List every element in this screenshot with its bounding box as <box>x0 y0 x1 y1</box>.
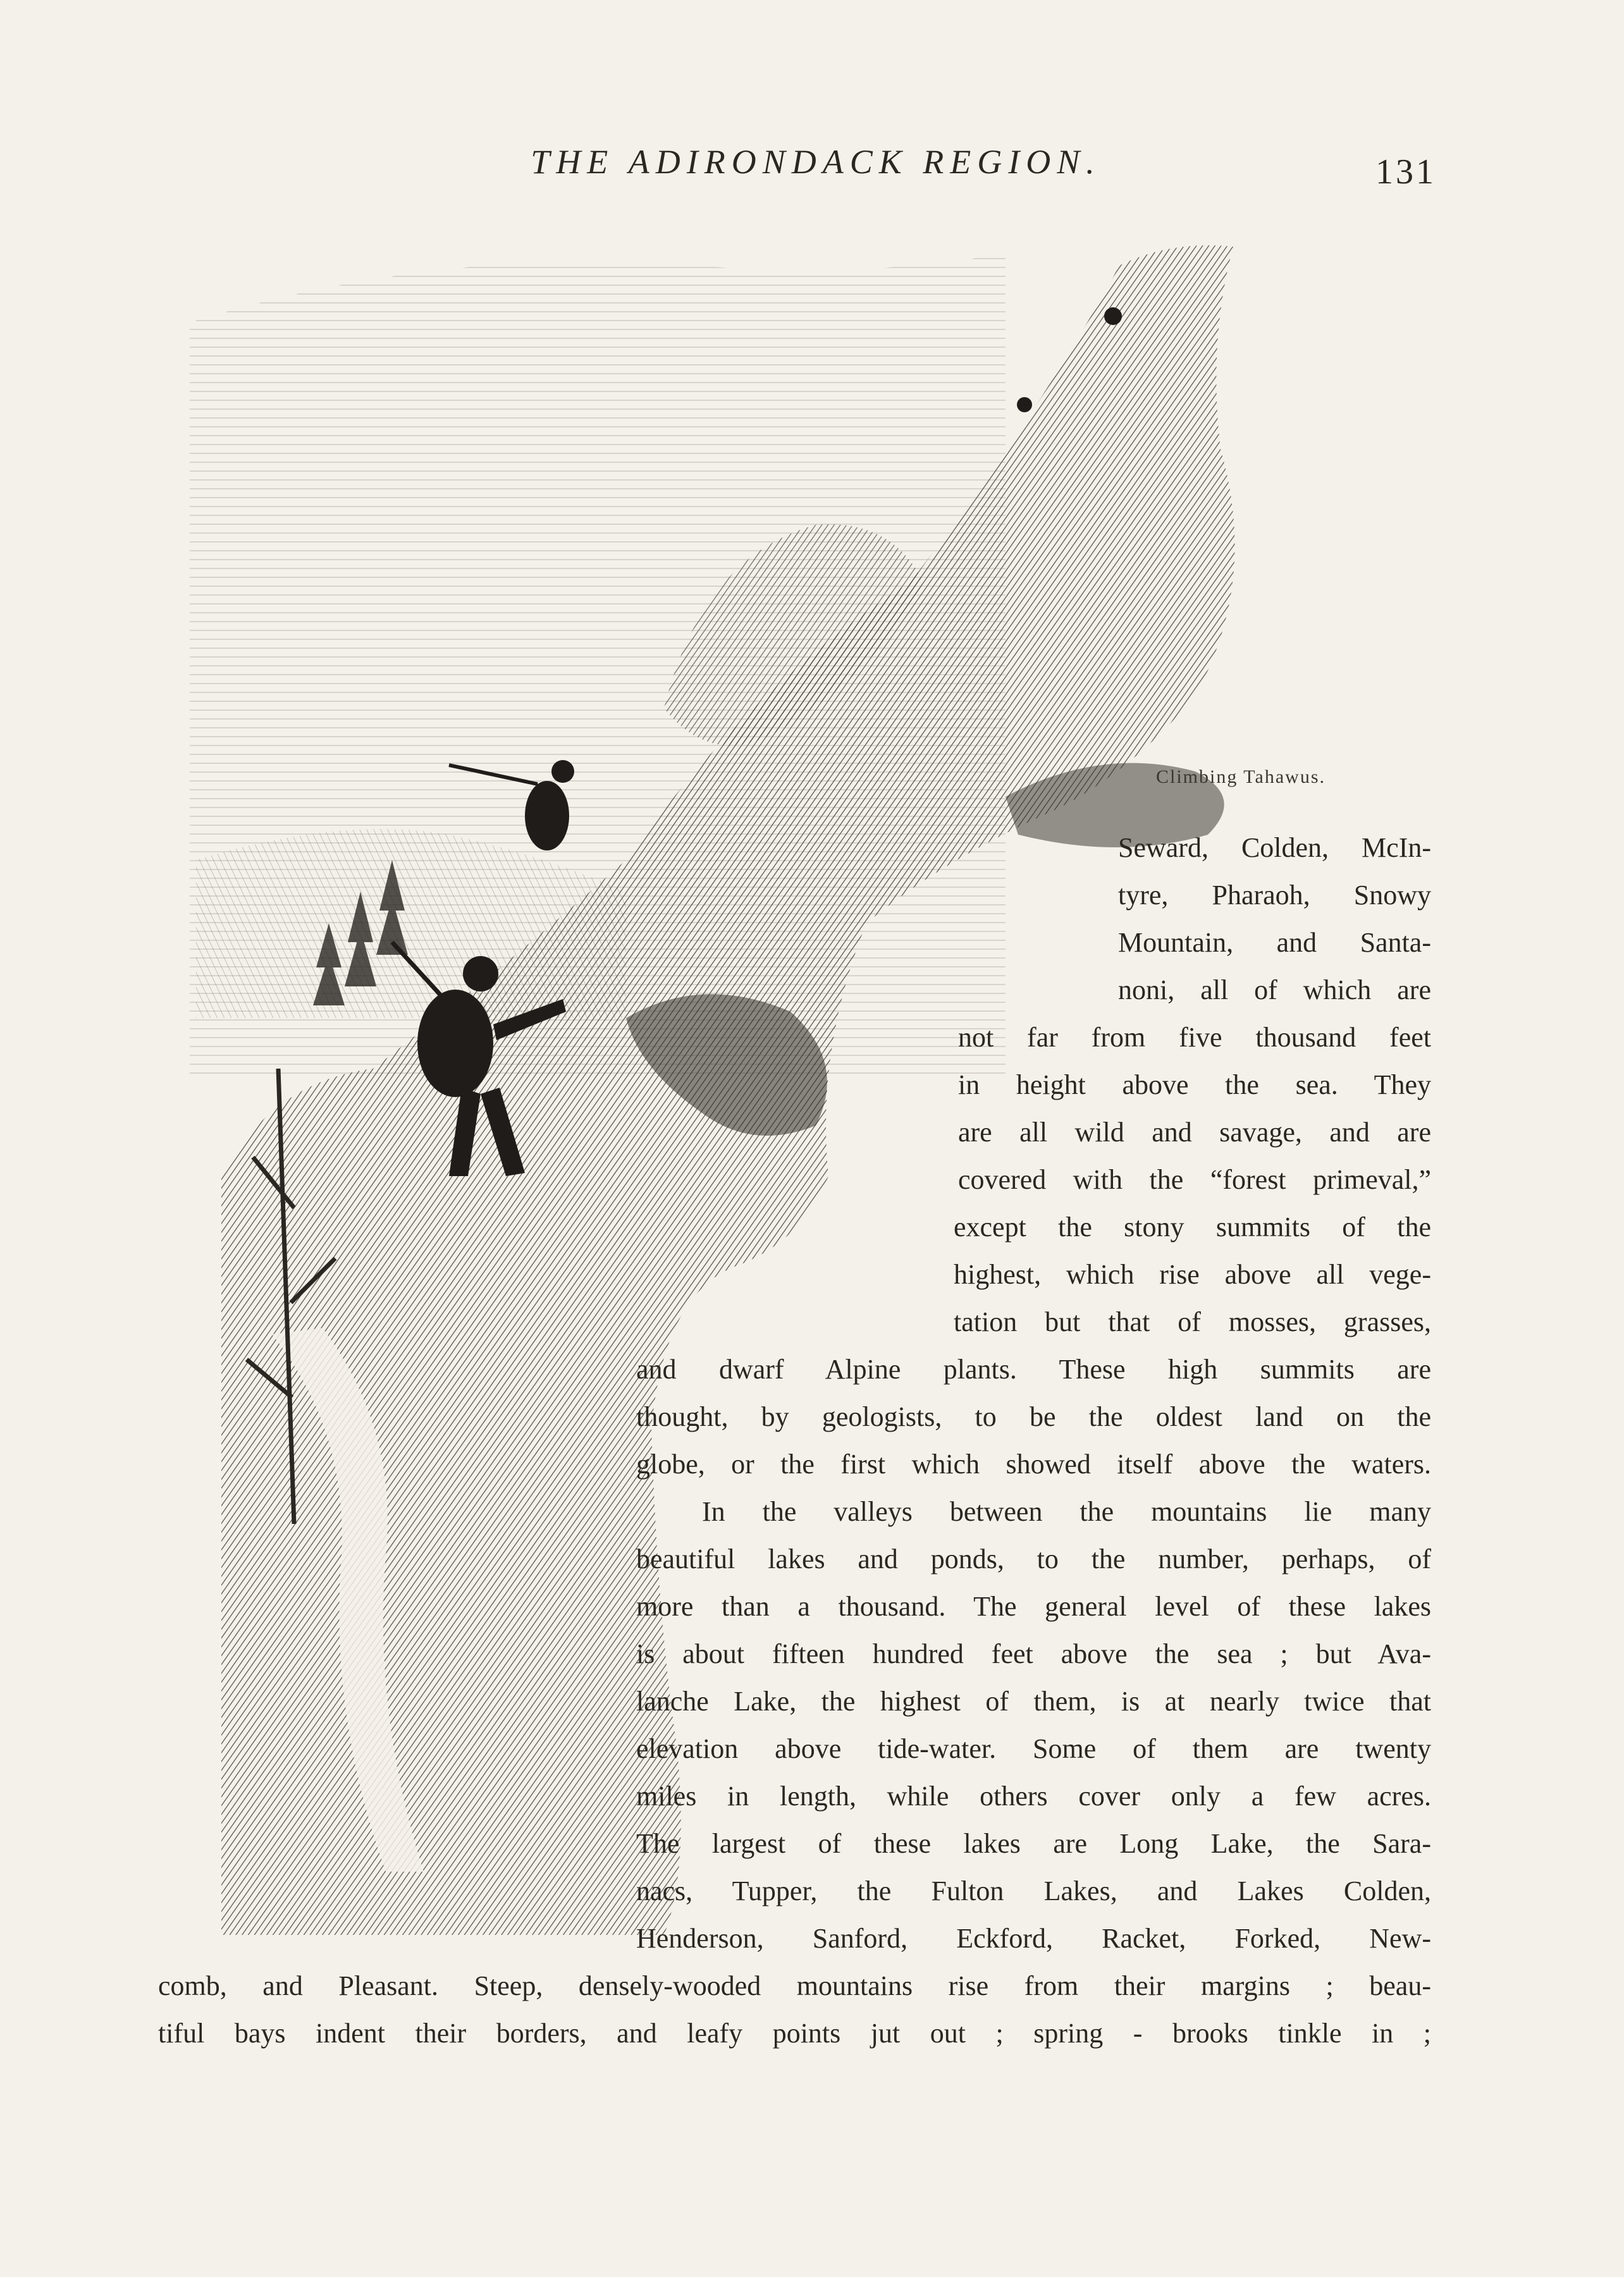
text-line: except the stony summits of the <box>954 1212 1431 1243</box>
text-line: are all wild and savage, and are <box>958 1117 1431 1148</box>
text-line: not far from five thousand feet <box>958 1022 1431 1053</box>
text-line: tation but that of mosses, grasses, <box>954 1306 1431 1337</box>
page-number: 131 <box>1375 152 1436 192</box>
text-line: more than a thousand. The general level of these lakes <box>636 1591 1431 1622</box>
text-line: Seward, Colden, McIn- <box>1118 832 1431 863</box>
text-line: miles in length, while others cover only a few acres. <box>636 1781 1431 1812</box>
text-line: nacs, Tupper, the Fulton Lakes, and Lakes Colden, <box>636 1875 1431 1906</box>
text-line: elevation above tide-water. Some of them are twenty <box>636 1733 1431 1764</box>
text-line: and dwarf Alpine plants. These high summits are <box>636 1354 1431 1385</box>
text-line: is about fifteen hundred feet above the sea ; but Ava- <box>636 1638 1431 1669</box>
text-line: in height above the sea. They <box>958 1069 1431 1100</box>
text-line: Henderson, Sanford, Eckford, Racket, Forked, New- <box>636 1923 1431 1954</box>
text-line: lanche Lake, the highest of them, is at nearly twice that <box>636 1686 1431 1717</box>
running-title: THE ADIRONDACK REGION. <box>531 143 1101 181</box>
text-line: The largest of these lakes are Long Lake, the Sara- <box>636 1828 1431 1859</box>
text-line: covered with the “forest primeval,” <box>958 1164 1431 1195</box>
text-line: globe, or the first which showed itself above the waters. <box>636 1449 1431 1480</box>
text-line: beautiful lakes and ponds, to the number, perhaps, of <box>636 1544 1431 1574</box>
text-line: thought, by geologists, to be the oldest land on the <box>636 1401 1431 1432</box>
text-line: tyre, Pharaoh, Snowy <box>1118 880 1431 911</box>
text-line: tiful bays indent their borders, and leafy points jut out ; spring - brooks tinkle in ; <box>158 2018 1431 2049</box>
text-line: noni, all of which are <box>1118 974 1431 1005</box>
text-line: In the valleys between the mountains lie many <box>702 1496 1431 1527</box>
text-line: comb, and Pleasant. Steep, densely-wooded mountains rise from their margins ; beau- <box>158 1970 1431 2001</box>
text-line: highest, which rise above all vege- <box>954 1259 1431 1290</box>
figure-caption: Climbing Tahawus. <box>1156 766 1326 787</box>
text-line: Mountain, and Santa- <box>1118 927 1431 958</box>
